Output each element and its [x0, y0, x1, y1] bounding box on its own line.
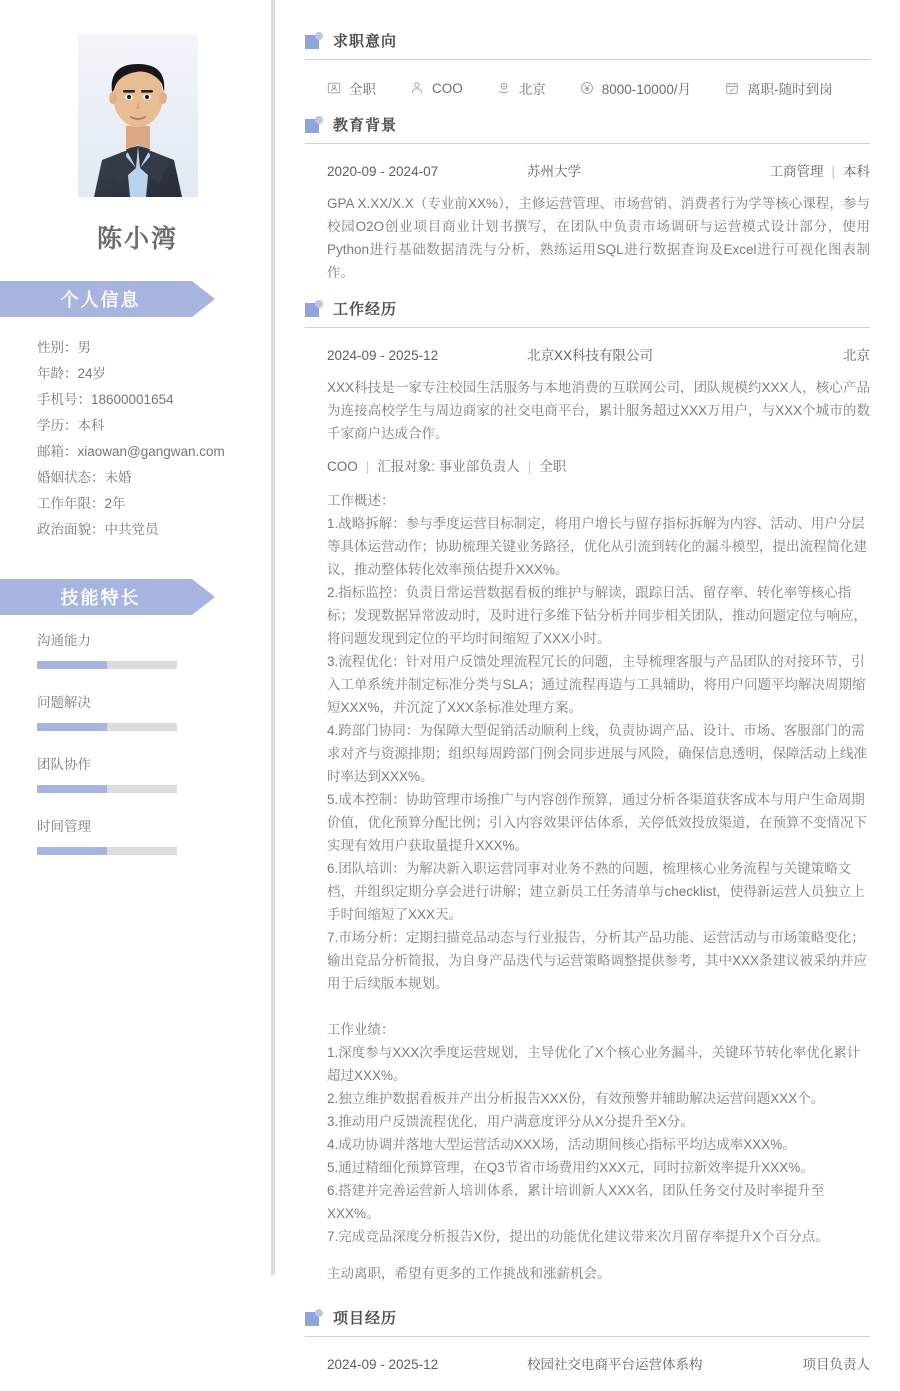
intent-item-status — [725, 78, 833, 98]
section-header — [305, 114, 870, 143]
skill-progress-fill — [37, 723, 107, 731]
project-header-row — [327, 1353, 870, 1373]
work-achievement-item: 3.推动用户反馈流程优化，用户满意度评分从X分提升至X分。 — [327, 1114, 694, 1129]
work-entry — [305, 328, 870, 1291]
info-label: 工作年限： — [37, 496, 105, 511]
separator: | — [831, 164, 835, 179]
sidebar-banner-label: 技能特长 — [60, 588, 141, 608]
intent-item-employment — [327, 78, 376, 98]
list-item — [37, 387, 275, 413]
work-achievement-item: 6.搭建并完善运营新人培训体系，累计培训新人XXX名，团队任务交付及时率提升至XXX%。 — [327, 1183, 825, 1221]
intent-item-position — [410, 81, 463, 96]
job-intent-row — [305, 60, 870, 114]
section-education — [305, 114, 870, 290]
page-title: 陈小湾 — [96, 225, 178, 253]
skill-label: 团队协作 — [37, 757, 91, 772]
intent-label: 8000-10000/月 — [601, 82, 692, 97]
intent-label: 北京 — [518, 82, 546, 97]
info-label: 年龄： — [37, 366, 78, 381]
education-degree: 本科 — [843, 164, 870, 179]
section-marker-icon — [305, 1309, 323, 1326]
work-overview-block — [327, 489, 870, 995]
sidebar-banner-skills — [0, 579, 215, 615]
info-value: 18600001654 — [91, 392, 174, 407]
info-label: 政治面貌： — [37, 522, 105, 537]
skills-list — [0, 629, 275, 855]
work-overview-item: 2.指标监控：负责日常运营数据看板的维护与解读，跟踪日活、留存率、转化率等核心指标；发现数据异常波动时，及时进行多维下钻分析并同步相关团队，推动问题定位与响应，将问题发现到定位的平均时间缩短了XXX小时。 — [327, 585, 867, 646]
list-item — [37, 439, 275, 465]
avatar — [78, 34, 198, 197]
marker-circle-icon — [315, 1309, 323, 1317]
list-item — [37, 491, 275, 517]
skill-progress-fill — [37, 847, 107, 855]
info-label: 学历： — [37, 418, 78, 433]
section-work-experience — [305, 298, 870, 1291]
work-header-row — [327, 344, 870, 364]
project-role: 项目负责人 — [802, 1357, 870, 1372]
work-report-to: 汇报对象: 事业部负责人 — [377, 459, 520, 474]
work-overview-item: 5.成本控制：协助管理市场推广与内容创作预算，通过分析各渠道获客成本与用户生命周期价值，优化预算分配比例；引入内容效果评估体系，关停低效投放渠道，在预算不变情况下实现有效用户获取量提升XXX%。 — [327, 792, 867, 853]
section-marker-icon — [305, 300, 323, 317]
skill-progress-track — [37, 847, 177, 855]
section-marker-icon — [305, 32, 323, 49]
sidebar-banner-label: 个人信息 — [60, 290, 141, 310]
info-value: 男 — [77, 340, 91, 355]
work-achievements-block — [327, 1018, 870, 1248]
sidebar — [0, 0, 275, 1275]
main-content — [275, 0, 900, 1372]
section-title: 求职意向 — [333, 33, 398, 50]
work-achievement-item: 4.成功协调并落地大型运营活动XXX场，活动期间核心指标平均达成率XXX%。 — [327, 1137, 796, 1152]
avatar-wrap — [0, 34, 275, 197]
work-date: 2024-09 - 2025-12 — [327, 348, 439, 363]
skill-progress-fill — [37, 785, 107, 793]
intent-item-city — [497, 78, 546, 98]
work-role: COO — [327, 459, 358, 474]
section-header — [305, 298, 870, 327]
profile-photo-illustration — [78, 34, 198, 197]
sidebar-banner-personal-info — [0, 281, 215, 317]
education-major: 工商管理 — [769, 164, 824, 179]
list-item — [37, 413, 275, 439]
project-name: 校园社交电商平台运营体系构 — [527, 1357, 703, 1372]
section-job-intent — [305, 30, 870, 114]
work-leave-reason — [327, 1262, 870, 1285]
skill-progress-track — [37, 785, 177, 793]
section-header — [305, 30, 870, 59]
work-company: 北京XX科技有限公司 — [527, 348, 654, 363]
skill-label: 问题解决 — [37, 695, 91, 710]
project-entry — [305, 1337, 870, 1391]
marker-circle-icon — [315, 116, 323, 124]
location-pin-icon — [497, 81, 511, 95]
section-title: 教育背景 — [333, 117, 398, 134]
section-project-experience — [305, 1307, 870, 1391]
work-company-intro: XXX科技是一家专注校园生活服务与本地消费的互联网公司，团队规模约XXX人，核心产品为连接高校学生与周边商家的社交电商平台，累计服务超过XXX万用户，与XXX个城市的数千家商户达成合作。 — [327, 380, 870, 441]
marker-circle-icon — [315, 32, 323, 40]
section-marker-icon — [305, 116, 323, 133]
info-label: 手机号： — [37, 392, 91, 407]
info-label: 邮箱： — [37, 444, 78, 459]
work-achievement-item: 7.完成竞品深度分析报告X份，提出的功能优化建议带来次月留存率提升X个百分点。 — [327, 1229, 829, 1244]
work-city: 北京 — [843, 348, 870, 363]
work-overview-item: 7.市场分析：定期扫描竞品动态与行业报告，分析其产品功能、运营活动与市场策略变化；输出竞品分析简报，为自身产品迭代与运营策略调整提供参考，其中XXX条建议被采纳并应用于后续版本规划。 — [327, 930, 868, 991]
person-icon — [410, 81, 424, 95]
work-overview-item: 4.跨部门协同：为保障大型促销活动顺利上线，负责协调产品、设计、市场、客服部门的需求对齐与资源排期；组织每周跨部门例会同步进展与风险，确保信息透明，保障活动上线准时率达到XXX%。 — [327, 723, 867, 784]
work-overview-item: 6.团队培训：为解决新入职运营同事对业务不熟的问题，梳理核心业务流程与关键策略文档，并组织定期分享会进行讲解；建立新员工任务清单与checklist，使得新运营人员独立上手时间缩短了XXX天。 — [327, 861, 865, 922]
list-item — [37, 335, 275, 361]
info-value: 本科 — [77, 418, 105, 433]
list-item — [37, 629, 275, 669]
separator: | — [365, 459, 370, 474]
info-label: 性别： — [37, 340, 78, 355]
work-achievements-title: 工作业绩： — [327, 1022, 395, 1037]
work-overview-item: 3.流程优化：针对用户反馈处理流程冗长的问题，主导梳理客服与产品团队的对接环节，引入工单系统并制定标准分类与SLA；通过流程再造与工具辅助，将用户问题平均解决周期缩短XXX%，并沉淀了XXX条标准处理方案。 — [327, 654, 866, 715]
work-overview-title: 工作概述： — [327, 493, 395, 508]
education-entry — [305, 144, 870, 290]
education-school: 苏州大学 — [527, 164, 581, 179]
work-achievement-item: 2.独立维护数据看板并产出分析报告XXX份，有效预警并辅助解决运营问题XXX个。 — [327, 1091, 825, 1106]
yen-coin-icon — [580, 81, 594, 95]
education-date: 2020-09 - 2024-07 — [327, 164, 439, 179]
section-title: 项目经历 — [333, 1310, 398, 1327]
intent-label: 全职 — [349, 82, 376, 97]
intent-label: 离职-随时到岗 — [747, 82, 833, 97]
skill-progress-fill — [37, 661, 107, 669]
skill-progress-track — [37, 661, 177, 669]
list-item — [37, 517, 275, 543]
work-achievement-item: 5.通过精细化预算管理，在Q3节省市场费用约XXX元，同时拉新效率提升XXX%。 — [327, 1160, 814, 1175]
info-value: 2年 — [104, 496, 126, 511]
skill-label: 沟通能力 — [37, 633, 91, 648]
skill-progress-track — [37, 723, 177, 731]
info-label: 婚姻状态： — [37, 470, 105, 485]
info-value: 中共党员 — [104, 522, 159, 537]
personal-info-list — [0, 335, 275, 543]
separator: | — [527, 459, 532, 474]
education-description: GPA X.XX/X.X（专业前XX%），主修运营管理、市场营销、消费者行为学等核心课程，参与校园O2O创业项目商业计划书撰写，在团队中负责市场调研与运营模式设计部分，使用Python进行基础数据清洗与分析，熟练运用SQL进行数据查询及Excel进行可视化图表制作。 — [327, 196, 870, 280]
calendar-icon — [725, 81, 739, 95]
education-major-degree — [769, 160, 870, 180]
list-item — [37, 465, 275, 491]
spacer — [327, 995, 870, 1018]
intent-label: COO — [432, 80, 463, 96]
id-card-icon — [327, 81, 341, 95]
education-header-row — [327, 160, 870, 180]
work-achievement-item: 1.深度参与XXX次季度运营规划，主导优化了X个核心业务漏斗，关键环节转化率优化累计超过XXX%。 — [327, 1045, 861, 1083]
work-employment-type: 全职 — [539, 459, 567, 474]
info-value: 24岁 — [77, 366, 107, 381]
list-item — [37, 753, 275, 793]
list-item — [37, 815, 275, 855]
section-title: 工作经历 — [333, 301, 398, 318]
list-item — [37, 691, 275, 731]
marker-circle-icon — [315, 300, 323, 308]
info-value: 未婚 — [104, 470, 132, 485]
work-overview-item: 1.战略拆解：参与季度运营目标制定，将用户增长与留存指标拆解为内容、活动、用户分层等具体运营动作；协助梳理关键业务路径，优化从引流到转化的漏斗模型，提出流程简化建议，推动整体转化效率预估提升XXX%。 — [327, 516, 867, 577]
list-item — [37, 361, 275, 387]
info-value: xiaowan@gangwan.com — [77, 444, 225, 459]
work-meta-row — [327, 455, 870, 475]
intent-item-salary — [580, 78, 691, 98]
section-header — [305, 1307, 870, 1336]
project-date: 2024-09 - 2025-12 — [327, 1357, 439, 1372]
work-leave-reason-text: 主动离职，希望有更多的工作挑战和涨薪机会。 — [327, 1266, 611, 1281]
skill-label: 时间管理 — [37, 819, 91, 834]
